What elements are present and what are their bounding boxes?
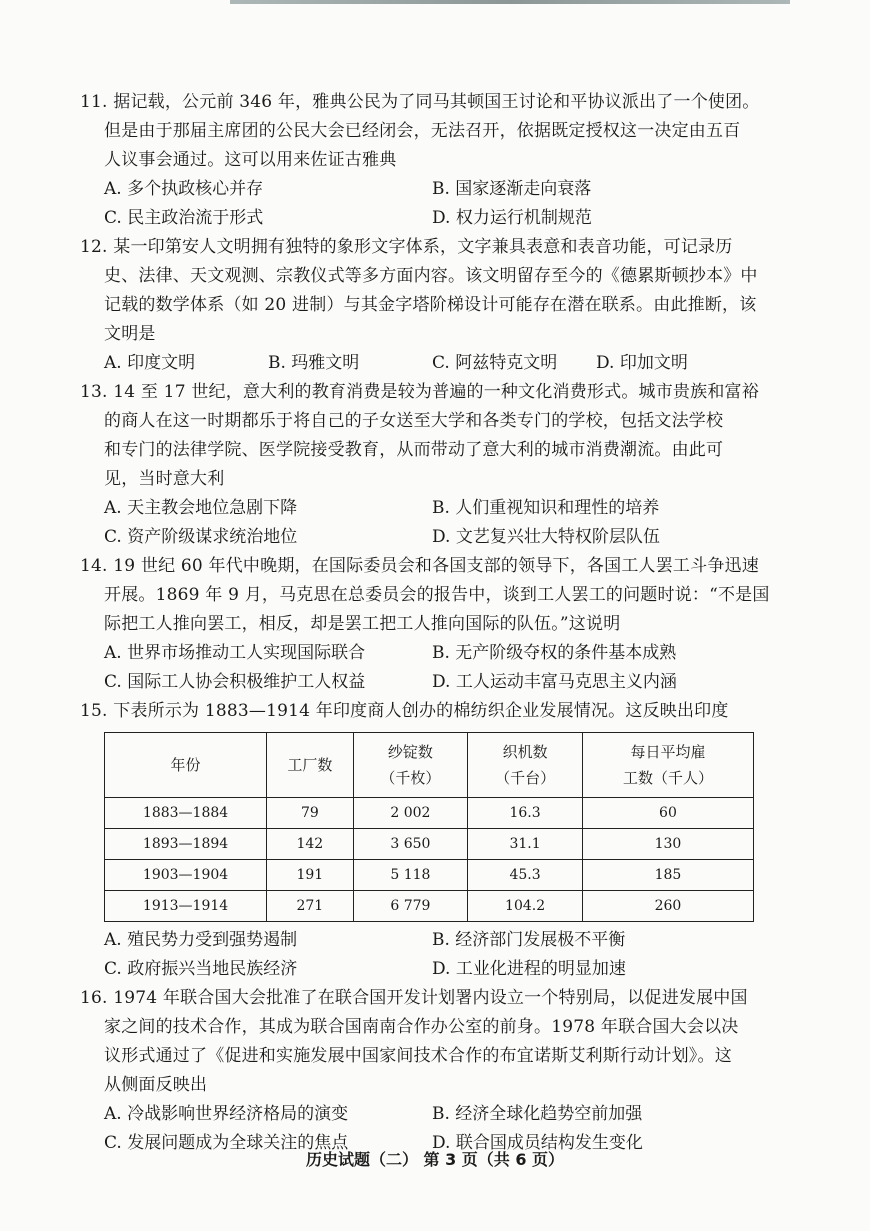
table-cell: 3 650 xyxy=(353,829,468,860)
header-text: 织机数 xyxy=(502,743,548,761)
header-unit: （千枚） xyxy=(380,769,441,787)
option-c: C. 民主政治流于形式 xyxy=(104,208,264,228)
table-header-row xyxy=(105,733,754,798)
table-cell: 79 xyxy=(267,798,353,829)
option-a: A. 殖民势力受到强势遏制 xyxy=(104,930,298,950)
table-cell: 104.2 xyxy=(468,891,583,922)
table-cell: 185 xyxy=(582,860,753,891)
table-cell: 31.1 xyxy=(468,829,583,860)
option-a: A. 冷战影响世界经济格局的演变 xyxy=(104,1104,349,1124)
table-cell: 5 118 xyxy=(353,860,468,891)
option-d: D. 工人运动丰富马克思主义内涵 xyxy=(432,672,677,692)
option-d: D. 文艺复兴壮大特权阶层队伍 xyxy=(432,527,660,547)
table-cell: 142 xyxy=(267,829,353,860)
question-15 xyxy=(80,697,760,984)
table-header-cell xyxy=(353,733,468,798)
option-c: C. 政府振兴当地民族经济 xyxy=(104,959,298,979)
option-c: C. 资产阶级谋求统治地位 xyxy=(104,527,298,547)
question-13 xyxy=(80,378,760,552)
exam-page xyxy=(80,88,770,1158)
option-b: B. 玛雅文明 xyxy=(268,353,360,373)
options-row xyxy=(80,639,760,668)
question-text-line: 人议事会通过。这可以用来佐证古雅典 xyxy=(104,150,397,170)
table-cell: 1913—1914 xyxy=(105,891,267,922)
option-a: A. 多个执政核心并存 xyxy=(104,179,264,199)
header-text: 年份 xyxy=(170,756,201,774)
table-header-cell xyxy=(267,733,353,798)
table-cell: 1883—1884 xyxy=(105,798,267,829)
header-text: 每日平均雇 xyxy=(630,743,706,761)
question-11 xyxy=(80,88,760,233)
table-header-cell xyxy=(105,733,267,798)
table-cell: 60 xyxy=(582,798,753,829)
question-text-line: 但是由于那届主席团的公民大会已经闭会，无法召开，依据既定授权这一决定由五百 xyxy=(104,121,741,141)
page-footer: 历史试题（二） 第 3 页（共 6 页） xyxy=(305,1150,565,1169)
cotton-industry-table xyxy=(104,732,754,922)
option-b: B. 国家逐渐走向衰落 xyxy=(432,179,592,199)
option-d: D. 联合国成员结构发生变化 xyxy=(432,1133,643,1153)
table-header-cell xyxy=(468,733,583,798)
table-row xyxy=(105,860,754,891)
table-cell: 271 xyxy=(267,891,353,922)
header-unit: 工数（千人） xyxy=(622,769,713,787)
question-text-line: 见，当时意大利 xyxy=(104,469,225,489)
question-text-line: 16. 1974 年联合国大会批准了在联合国开发计划署内设立一个特别局，以促进发展中国 xyxy=(80,988,748,1008)
table-row xyxy=(105,891,754,922)
question-text-line: 议形式通过了《促进和实施发展中国家间技术合作的布宜诺斯艾利斯行动计划》。这 xyxy=(104,1046,732,1066)
header-text: 工厂数 xyxy=(287,756,333,774)
option-b: B. 经济全球化趋势空前加强 xyxy=(432,1104,643,1124)
options-row xyxy=(80,175,760,204)
table-cell: 16.3 xyxy=(468,798,583,829)
question-text-line: 14. 19 世纪 60 年代中晚期，在国际委员会和各国支部的领导下，各国工人罢工斗争迅速 xyxy=(80,556,759,576)
options-row xyxy=(80,668,760,697)
options-row xyxy=(80,1100,760,1129)
options-row xyxy=(80,494,760,523)
question-text-line: 际把工人推向罢工，相反，却是罢工把工人推向国际的队伍。”这说明 xyxy=(104,614,621,634)
option-d: D. 权力运行机制规范 xyxy=(432,208,592,228)
question-text-line: 开展。1869 年 9 月，马克思在总委员会的报告中，谈到工人罢工的问题时说：“不是国 xyxy=(104,585,770,605)
table-cell: 2 002 xyxy=(353,798,468,829)
question-text-line: 的商人在这一时期都乐于将自己的子女送至大学和各类专门的学校，包括文法学校 xyxy=(104,411,724,431)
table-cell: 1893—1894 xyxy=(105,829,267,860)
question-14 xyxy=(80,552,770,697)
question-text-line: 和专门的法律学院、医学院接受教育，从而带动了意大利的城市消费潮流。由此可 xyxy=(104,440,724,460)
table-header-cell xyxy=(582,733,753,798)
header-text: 纱锭数 xyxy=(387,743,433,761)
question-text-line: 15. 下表所示为 1883—1914 年印度商人创办的棉纺织企业发展情况。这反映出印度 xyxy=(80,701,729,721)
option-a: A. 印度文明 xyxy=(104,353,196,373)
question-12 xyxy=(80,233,760,378)
table-cell: 45.3 xyxy=(468,860,583,891)
question-text-line: 12. 某一印第安人文明拥有独特的象形文字体系，文字兼具表意和表音功能，可记录历 xyxy=(80,237,733,257)
options-row xyxy=(80,523,760,552)
question-text-line: 记载的数学体系（如 20 进制）与其金字塔阶梯设计可能存在潜在联系。由此推断，该 xyxy=(104,295,757,315)
option-b: B. 人们重视知识和理性的培养 xyxy=(432,498,660,518)
options-row xyxy=(80,349,760,378)
table-row xyxy=(105,829,754,860)
table-cell: 1903—1904 xyxy=(105,860,267,891)
question-text-line: 13. 14 至 17 世纪，意大利的教育消费是较为普遍的一种文化消费形式。城市贵族和富裕 xyxy=(80,382,759,402)
option-c: C. 国际工人协会积极维护工人权益 xyxy=(104,672,366,692)
option-c: C. 阿兹特克文明 xyxy=(432,353,558,373)
scan-edge xyxy=(230,0,790,4)
option-c: C. 发展问题成为全球关注的焦点 xyxy=(104,1133,349,1153)
table-cell: 191 xyxy=(267,860,353,891)
options-row xyxy=(80,955,760,984)
table-cell: 130 xyxy=(582,829,753,860)
table-cell: 260 xyxy=(582,891,753,922)
option-b: B. 经济部门发展极不平衡 xyxy=(432,930,626,950)
question-text-line: 家之间的技术合作，其成为联合国南南合作办公室的前身。1978 年联合国大会以决 xyxy=(104,1017,739,1037)
question-text-line: 文明是 xyxy=(104,324,156,344)
table-row xyxy=(105,798,754,829)
option-d: D. 印加文明 xyxy=(596,353,688,373)
header-unit: （千台） xyxy=(495,769,556,787)
question-16 xyxy=(80,984,760,1158)
options-row xyxy=(80,926,760,955)
option-a: A. 世界市场推动工人实现国际联合 xyxy=(104,643,366,663)
options-row xyxy=(80,204,760,233)
option-a: A. 天主教会地位急剧下降 xyxy=(104,498,298,518)
question-text-line: 史、法律、天文观测、宗教仪式等多方面内容。该文明留存至今的《德累斯顿抄本》中 xyxy=(104,266,758,286)
option-b: B. 无产阶级夺权的条件基本成熟 xyxy=(432,643,677,663)
question-text-line: 从侧面反映出 xyxy=(104,1075,208,1095)
question-text-line: 11. 据记载，公元前 346 年，雅典公民为了同马其顿国王讨论和平协议派出了一个使团。 xyxy=(80,92,760,112)
table-cell: 6 779 xyxy=(353,891,468,922)
option-d: D. 工业化进程的明显加速 xyxy=(432,959,626,979)
